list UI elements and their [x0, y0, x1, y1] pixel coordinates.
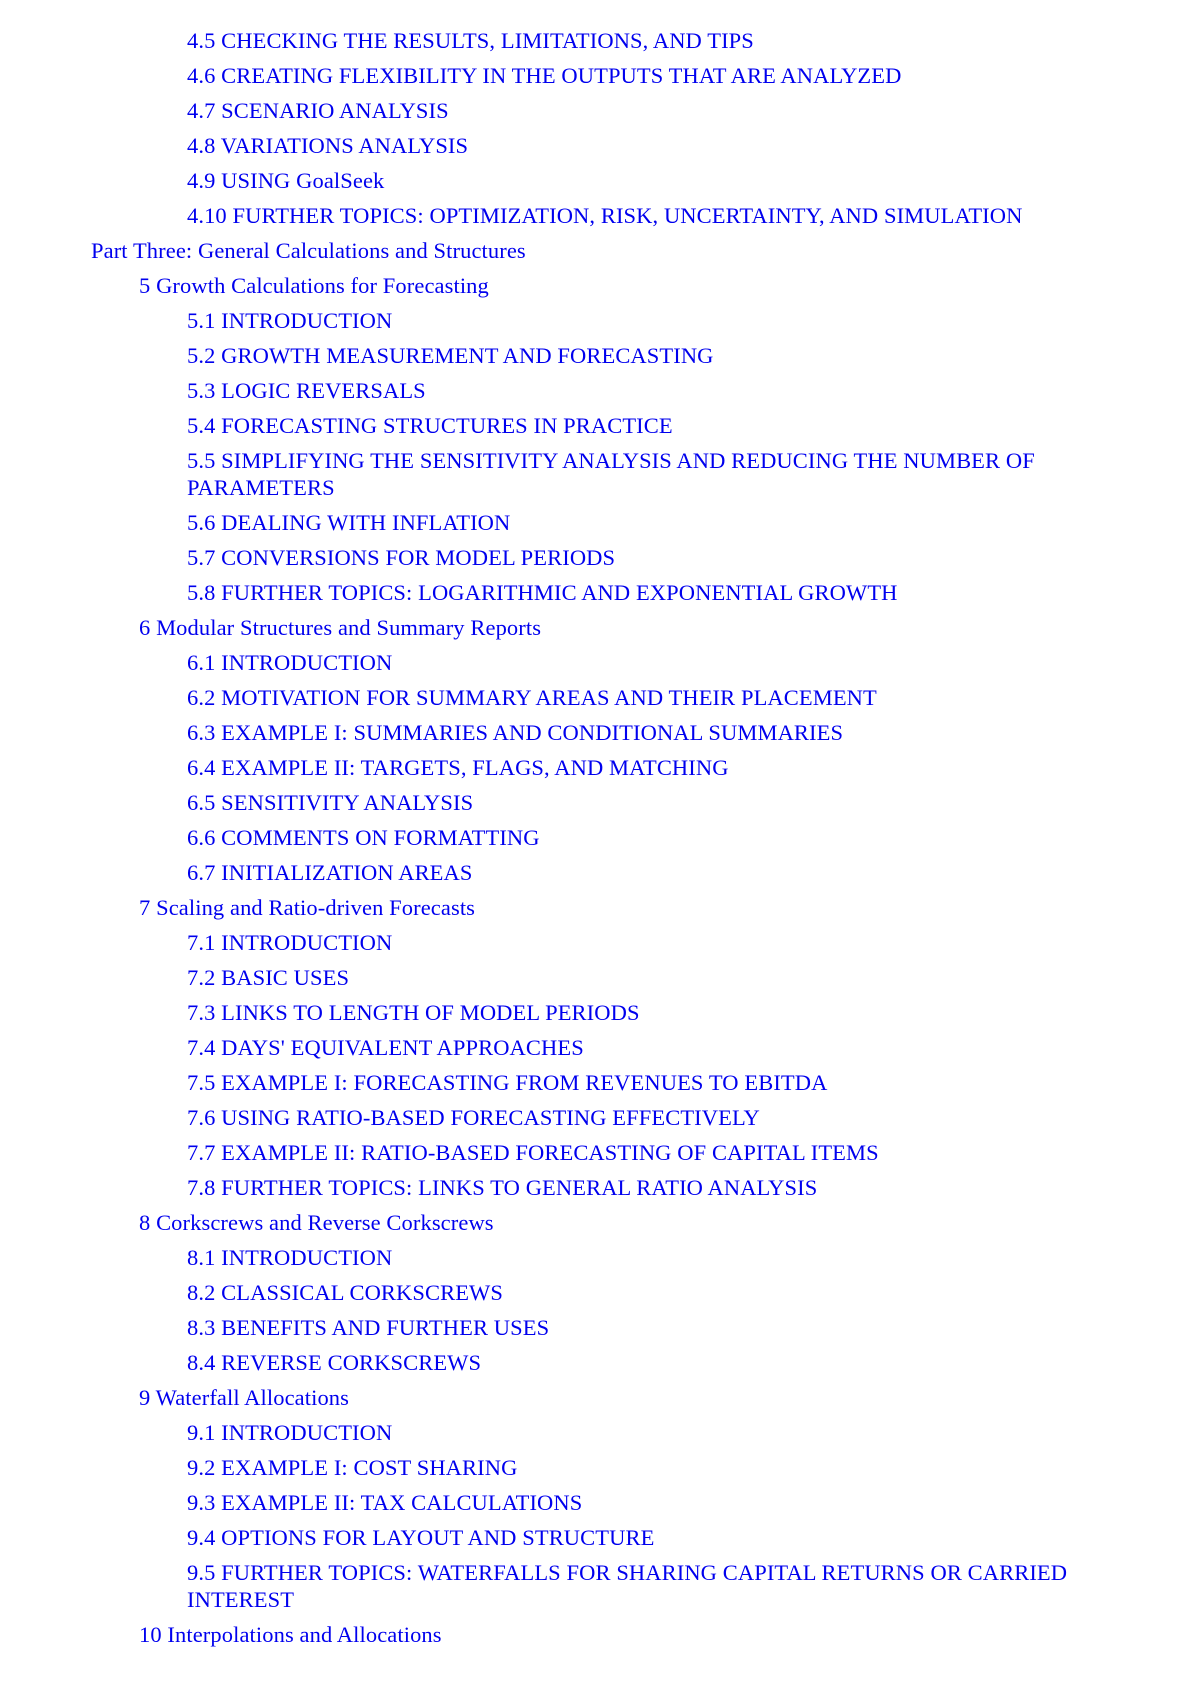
toc-section-link[interactable]: 7.3 LINKS TO LENGTH OF MODEL PERIODS: [187, 1000, 640, 1025]
toc-chapter-link[interactable]: 10 Interpolations and Allocations: [139, 1622, 442, 1647]
toc-section-link[interactable]: 7.8 FURTHER TOPICS: LINKS TO GENERAL RATIO ANALYSIS: [187, 1175, 818, 1200]
toc-section-link[interactable]: 6.4 EXAMPLE II: TARGETS, FLAGS, AND MATCHING: [187, 755, 729, 780]
table-of-contents: [0, 27, 1190, 1656]
toc-section-link[interactable]: 5.3 LOGIC REVERSALS: [187, 378, 426, 403]
toc-section-link[interactable]: 8.2 CLASSICAL CORKSCREWS: [187, 1280, 503, 1305]
toc-section-link[interactable]: 9.1 INTRODUCTION: [187, 1420, 393, 1445]
toc-section-link[interactable]: 5.1 INTRODUCTION: [187, 308, 393, 333]
toc-section-link[interactable]: 5.5 SIMPLIFYING THE SENSITIVITY ANALYSIS AND REDUCING THE NUMBER OF PARAMETERS: [187, 448, 1035, 500]
toc-section-link[interactable]: 5.2 GROWTH MEASUREMENT AND FORECASTING: [187, 343, 714, 368]
toc-section-link[interactable]: 4.7 SCENARIO ANALYSIS: [187, 98, 449, 123]
toc-section-link[interactable]: 5.6 DEALING WITH INFLATION: [187, 510, 511, 535]
toc-section-link[interactable]: 4.8 VARIATIONS ANALYSIS: [187, 133, 469, 158]
toc-section-link[interactable]: 6.5 SENSITIVITY ANALYSIS: [187, 790, 474, 815]
toc-section-link[interactable]: 9.4 OPTIONS FOR LAYOUT AND STRUCTURE: [187, 1525, 655, 1550]
toc-section-link[interactable]: 9.5 FURTHER TOPICS: WATERFALLS FOR SHARING CAPITAL RETURNS OR CARRIED INTEREST: [187, 1560, 1068, 1612]
toc-chapter-link[interactable]: 8 Corkscrews and Reverse Corkscrews: [139, 1210, 494, 1235]
toc-section-link[interactable]: 5.4 FORECASTING STRUCTURES IN PRACTICE: [187, 413, 673, 438]
toc-section-link[interactable]: 7.1 INTRODUCTION: [187, 930, 393, 955]
toc-section-link[interactable]: 7.2 BASIC USES: [187, 965, 350, 990]
toc-section-link[interactable]: 6.3 EXAMPLE I: SUMMARIES AND CONDITIONAL SUMMARIES: [187, 720, 844, 745]
toc-chapter-link[interactable]: 5 Growth Calculations for Forecasting: [139, 273, 489, 298]
toc-section-link[interactable]: 5.7 CONVERSIONS FOR MODEL PERIODS: [187, 545, 616, 570]
toc-chapter-link[interactable]: 9 Waterfall Allocations: [139, 1385, 350, 1410]
toc-chapter-link[interactable]: 6 Modular Structures and Summary Reports: [139, 615, 542, 640]
toc-section-link[interactable]: 8.3 BENEFITS AND FURTHER USES: [187, 1315, 550, 1340]
toc-section-link[interactable]: 7.7 EXAMPLE II: RATIO-BASED FORECASTING OF CAPITAL ITEMS: [187, 1140, 879, 1165]
toc-section-link[interactable]: 7.5 EXAMPLE I: FORECASTING FROM REVENUES TO EBITDA: [187, 1070, 828, 1095]
toc-section-link[interactable]: 7.6 USING RATIO-BASED FORECASTING EFFECTIVELY: [187, 1105, 760, 1130]
toc-section-link[interactable]: 9.3 EXAMPLE II: TAX CALCULATIONS: [187, 1490, 583, 1515]
toc-section-link[interactable]: 7.4 DAYS' EQUIVALENT APPROACHES: [187, 1035, 584, 1060]
toc-section-link[interactable]: 8.1 INTRODUCTION: [187, 1245, 393, 1270]
toc-part-link[interactable]: Part Three: General Calculations and Structures: [91, 238, 526, 263]
toc-chapter-link[interactable]: 7 Scaling and Ratio-driven Forecasts: [139, 895, 476, 920]
toc-section-link[interactable]: 6.2 MOTIVATION FOR SUMMARY AREAS AND THEIR PLACEMENT: [187, 685, 877, 710]
toc-section-link[interactable]: 4.5 CHECKING THE RESULTS, LIMITATIONS, AND TIPS: [187, 28, 754, 53]
toc-section-link[interactable]: 4.9 USING GoalSeek: [187, 168, 385, 193]
toc-section-link[interactable]: 4.10 FURTHER TOPICS: OPTIMIZATION, RISK, UNCERTAINTY, AND SIMULATION: [187, 203, 1023, 228]
toc-section-link[interactable]: 4.6 CREATING FLEXIBILITY IN THE OUTPUTS THAT ARE ANALYZED: [187, 63, 902, 88]
toc-section-link[interactable]: 6.1 INTRODUCTION: [187, 650, 393, 675]
toc-section-link[interactable]: 5.8 FURTHER TOPICS: LOGARITHMIC AND EXPONENTIAL GROWTH: [187, 580, 898, 605]
toc-section-link[interactable]: 6.6 COMMENTS ON FORMATTING: [187, 825, 540, 850]
toc-section-link[interactable]: 6.7 INITIALIZATION AREAS: [187, 860, 473, 885]
toc-section-link[interactable]: 8.4 REVERSE CORKSCREWS: [187, 1350, 482, 1375]
toc-section-link[interactable]: 9.2 EXAMPLE I: COST SHARING: [187, 1455, 518, 1480]
